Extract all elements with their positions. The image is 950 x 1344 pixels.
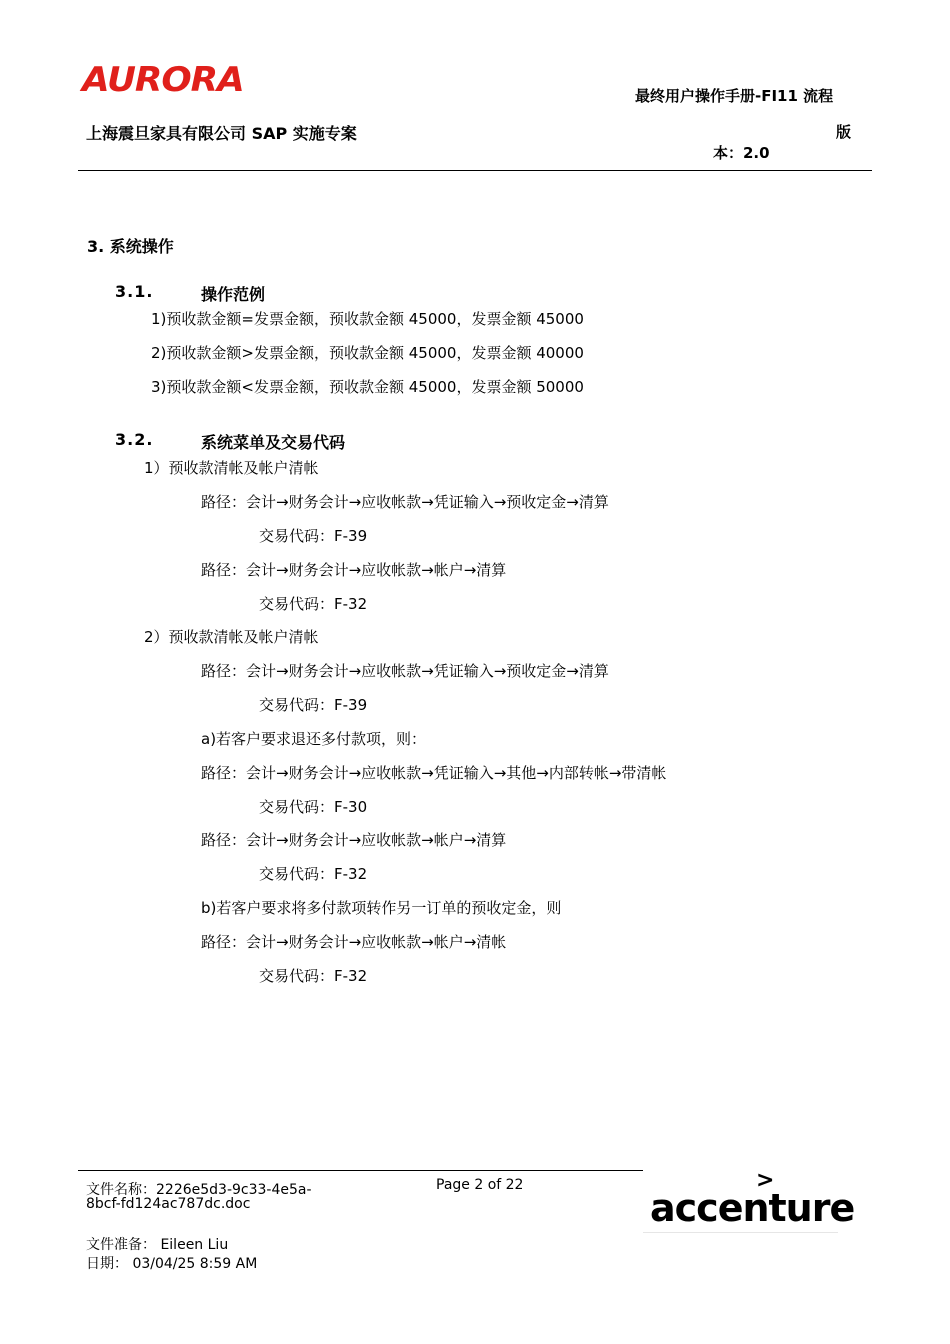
version-label: 版: [836, 123, 852, 141]
accenture-arrow-icon: >: [756, 1168, 775, 1193]
menu-path: 路径：会计→财务会计→应收帐款→帐户→清帐: [201, 933, 507, 951]
transaction-code: 交易代码：F-32: [259, 967, 368, 985]
footer-rule: [78, 1170, 643, 1171]
subsection-heading: 2）预收款清帐及帐户清帐: [144, 628, 319, 646]
menu-path: 路径：会计→财务会计→应收帐款→凭证输入→其他→内部转帐→带清帐: [201, 764, 667, 782]
aurora-logo: AURORA: [82, 60, 244, 100]
section-3-2-number: 3.2.: [115, 430, 154, 449]
section-3-title: 3. 系统操作: [87, 237, 174, 256]
footer-filename: 文件名称：2226e5d3-9c33-4e5a-: [86, 1182, 312, 1198]
footer-filename-cont: 8bcf-fd124ac787dc.doc: [86, 1196, 251, 1212]
header-rule: [78, 170, 872, 171]
transaction-code: 交易代码：F-30: [259, 798, 368, 816]
menu-path: 路径：会计→财务会计→应收帐款→帐户→清算: [201, 831, 507, 849]
footer-preparer: 文件准备： Eileen Liu: [86, 1237, 229, 1253]
company-project-title: 上海震旦家具有限公司 SAP 实施专案: [86, 124, 357, 143]
section-3-1-title: 操作范例: [201, 285, 266, 304]
transaction-code: 交易代码：F-32: [259, 865, 368, 883]
example-item: 1)预收款金额=发票金额，预收款金额 45000，发票金额 45000: [151, 310, 584, 328]
condition-text: b)若客户要求将多付款项转作另一订单的预收定金，则: [201, 899, 562, 917]
version-number: 本：2.0: [713, 144, 770, 162]
transaction-code: 交易代码：F-39: [259, 527, 368, 545]
footer-date: 日期： 03/04/25 8:59 AM: [86, 1256, 258, 1272]
page-number: Page 2 of 22: [436, 1177, 524, 1193]
section-3-1-number: 3.1.: [115, 282, 154, 301]
subsection-heading: 1）预收款清帐及帐户清帐: [144, 459, 319, 477]
accenture-logo: accenture: [650, 1186, 855, 1230]
example-item: 2)预收款金额>发票金额，预收款金额 45000，发票金额 40000: [151, 344, 584, 362]
menu-path: 路径：会计→财务会计→应收帐款→凭证输入→预收定金→清算: [201, 662, 609, 680]
transaction-code: 交易代码：F-39: [259, 696, 368, 714]
transaction-code: 交易代码：F-32: [259, 595, 368, 613]
menu-path: 路径：会计→财务会计→应收帐款→帐户→清算: [201, 561, 507, 579]
example-item: 3)预收款金额<发票金额，预收款金额 45000，发票金额 50000: [151, 378, 584, 396]
condition-text: a)若客户要求退还多付款项，则：: [201, 730, 427, 748]
section-3-2-title: 系统菜单及交易代码: [201, 433, 346, 452]
menu-path: 路径：会计→财务会计→应收帐款→凭证输入→预收定金→清算: [201, 493, 609, 511]
manual-title: 最终用户操作手册-FI11 流程: [635, 87, 834, 105]
logo-underline: [643, 1232, 838, 1233]
